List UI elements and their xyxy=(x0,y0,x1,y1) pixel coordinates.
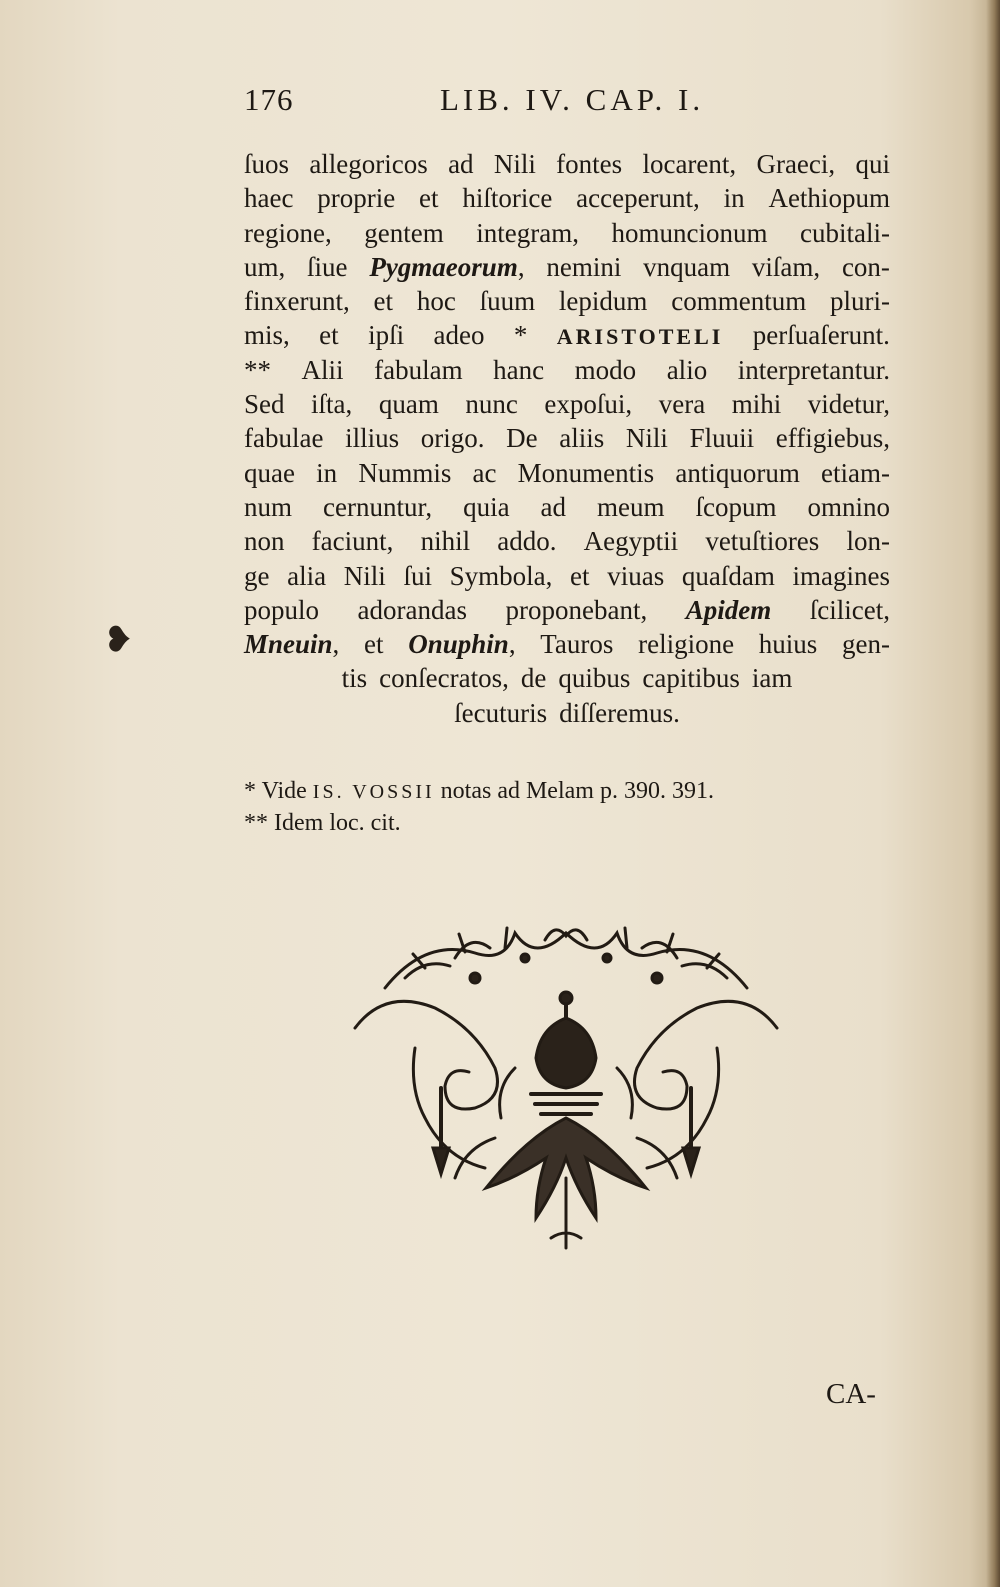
word xyxy=(417,284,456,318)
word xyxy=(643,250,730,284)
word-part: antiquorum xyxy=(675,457,800,488)
footnote-1-lead: * Vide xyxy=(244,778,313,804)
word xyxy=(514,318,528,352)
word xyxy=(307,250,348,284)
word-part: meum xyxy=(597,491,665,522)
footnote-2: ** Idem loc. cit. xyxy=(244,810,401,836)
word xyxy=(695,490,776,524)
running-head xyxy=(244,82,900,126)
word xyxy=(345,421,399,455)
word-part: ac xyxy=(472,457,497,488)
word xyxy=(752,661,793,695)
word xyxy=(244,216,332,250)
word-part: addo. xyxy=(497,526,557,557)
text-line xyxy=(244,353,890,387)
word-part: conſecratos, xyxy=(379,663,509,694)
word xyxy=(570,559,590,593)
word-part: ge xyxy=(244,560,270,591)
word xyxy=(738,353,890,387)
word xyxy=(724,181,745,215)
word xyxy=(419,181,439,215)
word xyxy=(316,456,337,490)
word xyxy=(344,559,386,593)
word xyxy=(846,524,890,558)
word xyxy=(830,284,890,318)
word-part: quibus xyxy=(558,663,631,694)
word xyxy=(465,387,517,421)
word-part: finxerunt, xyxy=(244,286,350,317)
word-part: locarent, xyxy=(642,149,737,179)
word-part: ſiue xyxy=(307,251,348,282)
word xyxy=(807,490,890,524)
word xyxy=(317,181,395,215)
word xyxy=(244,250,285,284)
word xyxy=(497,524,556,558)
page-number: 176 xyxy=(244,82,294,117)
word-part: mis, xyxy=(244,320,290,351)
word-part: capitibus xyxy=(642,663,740,694)
word-part: vera xyxy=(658,389,706,420)
word xyxy=(821,456,890,490)
italic-name: Apidem xyxy=(685,594,772,625)
text-line xyxy=(244,387,890,421)
word xyxy=(559,696,680,730)
word-part: ſcopum xyxy=(695,491,777,522)
word-part: modo xyxy=(574,354,637,385)
word xyxy=(541,490,566,524)
text-line xyxy=(244,216,890,250)
word xyxy=(810,593,890,627)
word-part: in xyxy=(316,457,338,488)
word xyxy=(358,456,451,490)
word xyxy=(540,627,613,661)
word xyxy=(759,627,818,661)
word-part: Fluuii xyxy=(689,423,755,454)
word xyxy=(450,559,553,593)
word xyxy=(403,559,432,593)
word xyxy=(379,661,509,695)
italic-name: Mneuin xyxy=(244,629,333,660)
word-part: et xyxy=(570,560,590,591)
word-part: , xyxy=(517,251,525,282)
word-part: hanc xyxy=(493,354,545,385)
word xyxy=(667,353,708,387)
word-part: religione xyxy=(638,629,735,660)
word-part: perſuaſerunt. xyxy=(752,320,890,351)
word-part: homuncionum xyxy=(611,217,768,248)
word xyxy=(462,181,552,215)
word xyxy=(671,284,806,318)
word-part: hoc xyxy=(416,286,456,317)
word xyxy=(364,627,384,661)
word xyxy=(244,593,319,627)
word xyxy=(546,250,621,284)
word xyxy=(768,181,890,215)
word-part: , xyxy=(332,629,340,660)
word-part: videtur, xyxy=(807,389,890,420)
word-part: populo xyxy=(244,594,320,625)
word-part: nunc xyxy=(465,389,518,420)
word-part: origo. xyxy=(420,423,485,454)
word xyxy=(576,181,700,215)
word xyxy=(379,387,439,421)
word-part: Sed xyxy=(244,389,285,420)
word xyxy=(732,387,782,421)
word-part: Aegyptii xyxy=(583,526,679,557)
word xyxy=(244,524,285,558)
word xyxy=(607,559,664,593)
word-part: Tauros xyxy=(540,629,614,660)
word xyxy=(287,559,326,593)
word xyxy=(842,250,890,284)
word xyxy=(756,147,835,181)
word-part: alio xyxy=(666,354,708,385)
word xyxy=(776,421,890,455)
word xyxy=(611,216,767,250)
word xyxy=(309,147,427,181)
word xyxy=(494,147,536,181)
word xyxy=(842,627,890,661)
word xyxy=(244,387,285,421)
word xyxy=(244,421,323,455)
word xyxy=(808,387,890,421)
text-line xyxy=(244,696,890,730)
word-part: regione, xyxy=(244,217,332,248)
word xyxy=(558,661,630,695)
word-part: Graeci, xyxy=(756,149,836,179)
word xyxy=(638,627,734,661)
footnote-1 xyxy=(244,775,864,807)
word-part: proponebant, xyxy=(505,594,648,625)
word xyxy=(368,318,404,352)
text-line xyxy=(244,250,890,284)
word-part: Nummis xyxy=(358,457,452,488)
word-part: Symbola, xyxy=(449,560,553,591)
word xyxy=(319,318,339,352)
word-part: Alii xyxy=(301,354,344,385)
text-line xyxy=(244,147,890,181)
word-part: Nili xyxy=(343,560,386,591)
page-edge-shadow xyxy=(986,0,1000,1587)
text-line xyxy=(244,627,890,661)
word-part: viſam, xyxy=(751,251,821,282)
word xyxy=(753,318,890,352)
word xyxy=(244,353,271,387)
word xyxy=(493,353,544,387)
word-part: lepidum xyxy=(558,286,648,317)
word-part: aliis xyxy=(559,423,605,454)
word xyxy=(421,524,471,558)
text-line xyxy=(244,318,890,352)
word-part: nemini xyxy=(546,251,622,282)
word-part: iam xyxy=(751,663,793,694)
word xyxy=(302,353,344,387)
word-part: imagines xyxy=(792,560,890,591)
word xyxy=(463,490,510,524)
word xyxy=(312,524,394,558)
word-part: fabulam xyxy=(374,354,463,385)
word-part: integram, xyxy=(476,217,579,248)
word xyxy=(311,387,352,421)
word-part: diſſeremus. xyxy=(559,697,680,728)
word xyxy=(476,216,579,250)
word-part: ** xyxy=(244,354,271,385)
word-part: quia xyxy=(463,491,510,522)
word-part: Monumentis xyxy=(517,457,655,488)
word xyxy=(358,593,467,627)
word xyxy=(473,456,497,490)
word-part: quaſdam xyxy=(681,560,775,591)
word xyxy=(686,593,772,627)
word xyxy=(800,216,890,250)
word-part: De xyxy=(506,423,538,454)
word-part: fabulae xyxy=(244,423,324,454)
word-part: et xyxy=(373,286,394,317)
word xyxy=(323,490,432,524)
word-part: acceperunt, xyxy=(576,183,700,214)
word xyxy=(521,661,546,695)
word xyxy=(559,421,604,455)
footnote-1-author: IS. VOSSII xyxy=(312,781,435,803)
word xyxy=(244,490,292,524)
margin-mark: ❥ xyxy=(104,622,133,659)
word-part: omnino xyxy=(807,491,890,522)
word-part: num xyxy=(244,491,293,522)
word xyxy=(244,181,293,215)
word-part: ſui xyxy=(403,560,432,591)
word xyxy=(244,627,339,661)
word-part: proprie xyxy=(317,183,396,214)
word xyxy=(244,147,289,181)
word xyxy=(421,421,485,455)
word-part: pluri- xyxy=(830,286,890,317)
word-part: ſcilicet, xyxy=(809,594,890,625)
word-part: et xyxy=(319,320,339,351)
word xyxy=(556,147,622,181)
word-part: Nili xyxy=(493,149,536,179)
word-part: ſecuturis xyxy=(454,697,548,728)
word-part: Nili xyxy=(625,423,668,454)
word-part: , xyxy=(508,629,516,660)
chapter-title: LIB. IV. CAP. I. xyxy=(440,82,705,117)
word-part: hiſtorice xyxy=(462,183,553,214)
word-part: non xyxy=(244,526,285,557)
text-line xyxy=(244,559,890,593)
word xyxy=(434,318,485,352)
word-part: ipſi xyxy=(368,320,405,351)
word xyxy=(584,524,679,558)
text-line xyxy=(244,593,890,627)
word-part: nihil xyxy=(420,526,471,557)
word-part: haec xyxy=(244,183,294,214)
word-part: ad xyxy=(540,491,567,522)
word xyxy=(659,387,705,421)
word xyxy=(626,421,668,455)
word xyxy=(544,387,632,421)
word-part: ſuos xyxy=(244,149,290,179)
word-part: adeo xyxy=(433,320,485,351)
text-line xyxy=(244,524,890,558)
word-part: quam xyxy=(378,389,439,420)
word-part: et xyxy=(419,183,439,214)
word xyxy=(557,318,724,352)
footnotes xyxy=(244,775,864,839)
word-part: gen- xyxy=(842,629,890,660)
word-part: in xyxy=(723,183,745,214)
word xyxy=(642,147,736,181)
word-part: tis xyxy=(341,663,368,694)
word xyxy=(244,284,350,318)
word-part: allegoricos xyxy=(309,149,428,179)
word xyxy=(480,284,536,318)
word-part: illius xyxy=(345,423,400,454)
word xyxy=(705,524,819,558)
word xyxy=(642,661,739,695)
word xyxy=(408,627,515,661)
word-part: ad xyxy=(448,149,474,179)
word xyxy=(374,284,394,318)
text-line xyxy=(244,661,890,695)
word-part: con- xyxy=(841,251,890,282)
word-part: alia xyxy=(287,560,327,591)
italic-name: Pygmaeorum xyxy=(369,251,518,282)
word xyxy=(342,661,368,695)
word xyxy=(244,559,269,593)
word xyxy=(752,250,820,284)
word-part: de xyxy=(520,663,547,694)
word-part: et xyxy=(364,629,384,660)
word xyxy=(506,421,537,455)
word-part: quae xyxy=(244,457,295,488)
word xyxy=(793,559,890,593)
word xyxy=(244,456,295,490)
word xyxy=(597,490,665,524)
word xyxy=(364,216,443,250)
word xyxy=(448,147,473,181)
text-line xyxy=(244,181,890,215)
text-line xyxy=(244,456,890,490)
word-part: cernuntur, xyxy=(322,491,433,522)
word xyxy=(675,456,799,490)
word-part: vnquam xyxy=(643,251,731,282)
ornament-tailpiece xyxy=(345,918,787,1258)
word xyxy=(369,250,524,284)
word-part: vetuſtiores xyxy=(705,526,820,557)
word xyxy=(559,284,648,318)
word-part: um, xyxy=(244,251,286,282)
word-part: fontes xyxy=(556,149,623,179)
word xyxy=(374,353,462,387)
italic-name: Onuphin xyxy=(408,629,509,660)
body-text xyxy=(244,147,890,730)
word xyxy=(454,696,547,730)
word-part: huius xyxy=(758,629,818,660)
word xyxy=(690,421,755,455)
word-part: commentum xyxy=(671,286,807,317)
word-part: Aethiopum xyxy=(768,183,890,214)
word-part: iſta, xyxy=(311,389,353,420)
word-part: qui xyxy=(855,149,890,179)
word-part: interpretantur. xyxy=(737,354,890,385)
word xyxy=(855,147,890,181)
word xyxy=(575,353,637,387)
word-part: expoſui, xyxy=(544,389,633,420)
word-part: viuas xyxy=(607,560,665,591)
word-part: mihi xyxy=(731,389,782,420)
word xyxy=(244,318,290,352)
catchword: CA- xyxy=(826,1378,876,1410)
text-line xyxy=(244,421,890,455)
word-part: ſuum xyxy=(479,286,536,317)
footnote-1-rest: notas ad Melam p. 390. 391. xyxy=(434,778,714,804)
text-line xyxy=(244,284,890,318)
word-part: gentem xyxy=(364,217,444,248)
word-part: etiam- xyxy=(821,457,890,488)
word xyxy=(518,456,655,490)
word-part: lon- xyxy=(846,526,890,557)
text-line xyxy=(244,490,890,524)
word-part: cubitali- xyxy=(799,217,890,248)
small-caps-name: ARISTOTELI xyxy=(556,324,724,350)
word-part: * xyxy=(513,320,528,351)
word-part: faciunt, xyxy=(311,526,394,557)
word xyxy=(682,559,775,593)
word xyxy=(506,593,648,627)
word-part: adorandas xyxy=(357,594,467,625)
word-part: effigiebus, xyxy=(775,423,890,454)
